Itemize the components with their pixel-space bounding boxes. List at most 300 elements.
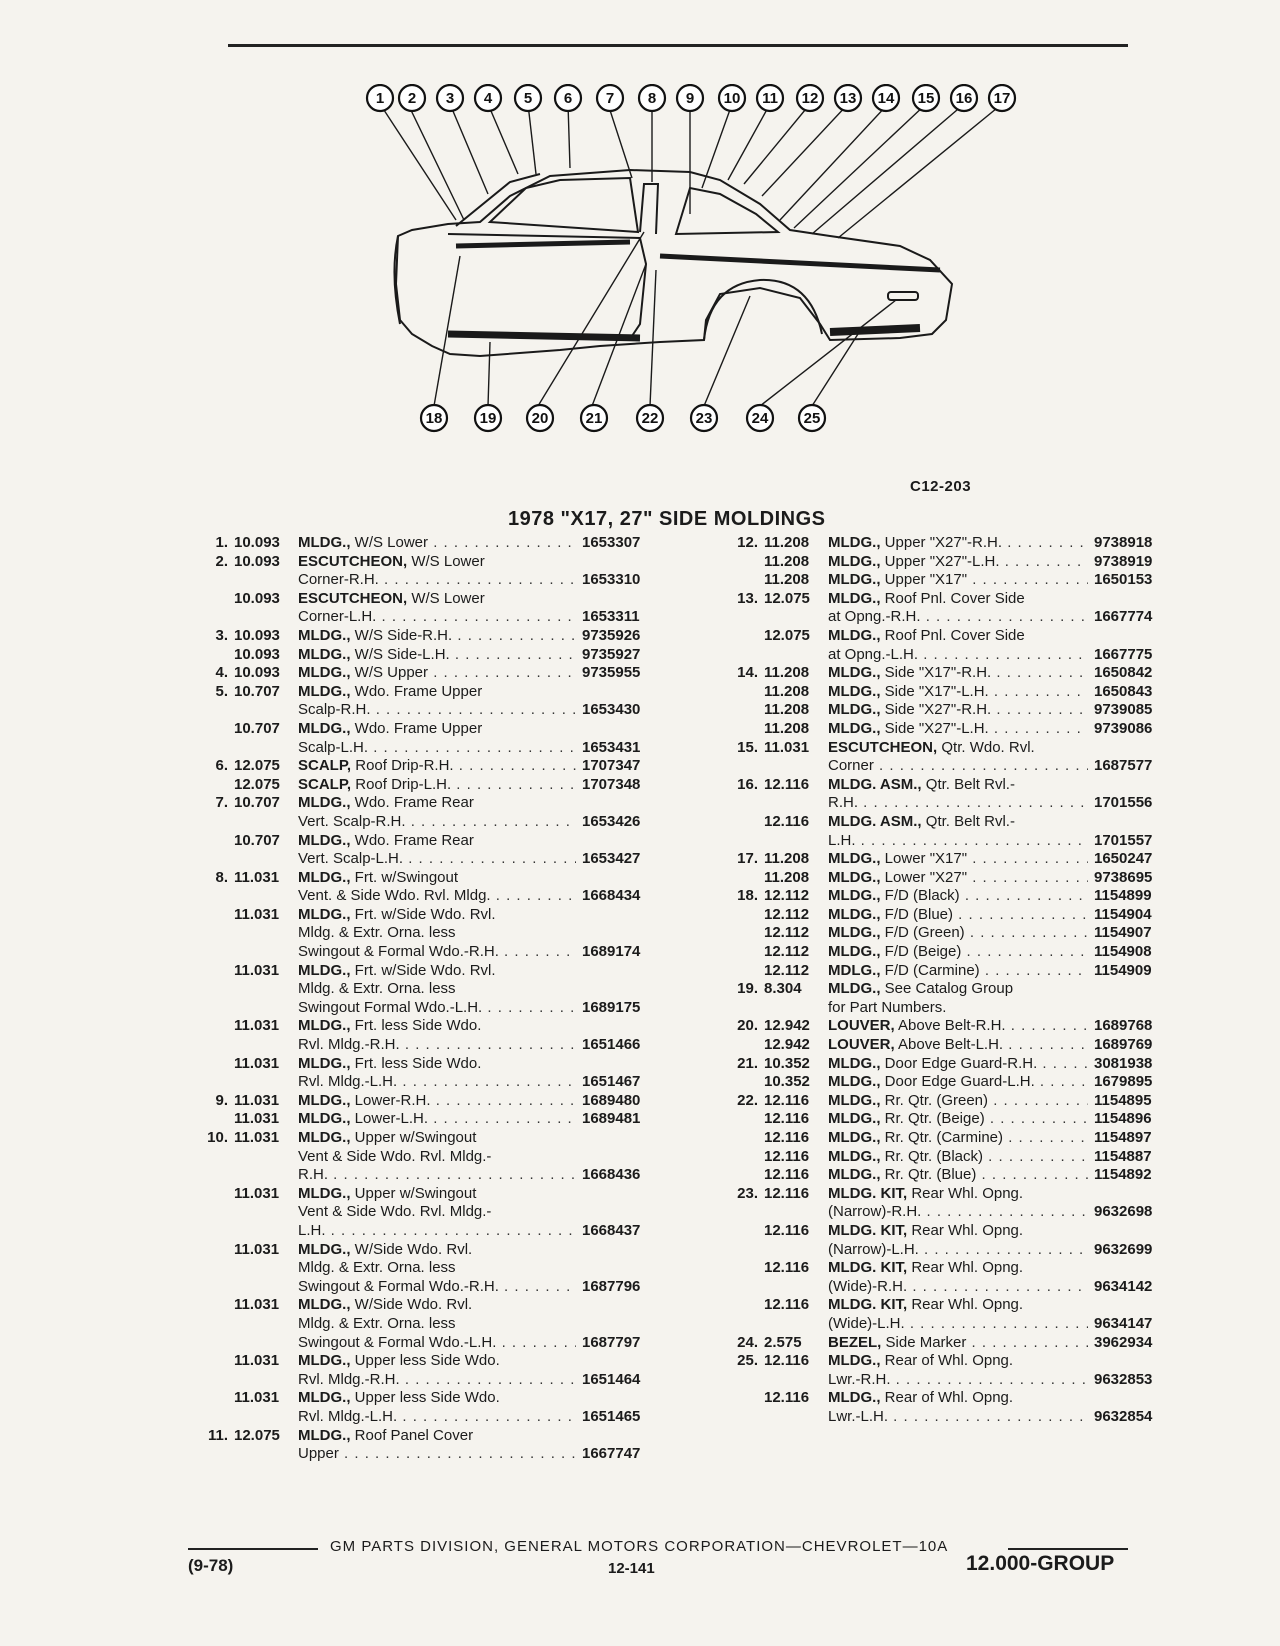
entry-index (720, 553, 758, 572)
entry-index (720, 813, 758, 850)
parts-entry (190, 627, 660, 646)
parts-entry (190, 1352, 660, 1389)
footer-group: 12.000-GROUP (966, 1552, 1115, 1575)
part-number: 1687797 (582, 1333, 641, 1351)
description-text: Lwr.-L.H. (828, 1407, 889, 1425)
parts-list-left (190, 534, 660, 1464)
part-number: 1154909 (1094, 961, 1152, 979)
entry-description (828, 887, 1088, 906)
description-text: W/S Lower (411, 589, 485, 607)
entry-description (298, 590, 576, 627)
parts-entry (720, 776, 1172, 813)
entry-group-number: 11.031 (234, 905, 280, 923)
entry-group-number: 10.093 (234, 589, 280, 607)
entry-keyword: MLDG. KIT, (828, 1259, 908, 1277)
parts-entry (720, 813, 1172, 850)
description-line (298, 813, 576, 832)
entry-group-number: 12.116 (764, 812, 810, 830)
entry-description (828, 980, 1088, 1017)
part-number: 1689768 (1094, 1017, 1153, 1035)
description-line (298, 1427, 576, 1446)
entry-group-number: 12.942 (764, 1017, 810, 1035)
entry-index: 3. (215, 626, 228, 644)
parts-entry (190, 1110, 660, 1129)
part-number: 1154899 (1094, 887, 1152, 905)
description-line (298, 608, 576, 627)
description-line (298, 924, 576, 943)
entry-description (298, 757, 576, 776)
entry-keyword: BEZEL, (828, 1333, 882, 1351)
description-line (828, 999, 1088, 1018)
part-number: 1667774 (1094, 608, 1153, 626)
entry-keyword: MLDG., (828, 1073, 881, 1091)
parts-entry (720, 980, 1172, 1017)
description-text: W/Side Wdo. Rvl. (354, 1296, 473, 1314)
parts-entry (720, 1166, 1172, 1185)
description-line (298, 943, 576, 962)
description-text: Mldg. & Extr. Orna. less (298, 1314, 456, 1332)
description-line (298, 627, 576, 646)
entry-group-number: 10.093 (234, 626, 280, 644)
description-text: Door Edge Guard-R.H. (884, 1054, 1038, 1072)
entry-index: 14. (737, 664, 758, 682)
entry-description (828, 1110, 1088, 1129)
description-line (828, 1110, 1088, 1129)
part-number: 1689769 (1094, 1036, 1153, 1054)
entry-description (828, 906, 1088, 925)
description-text: Wdo. Frame Upper (354, 719, 483, 737)
entry-description (828, 1036, 1088, 1055)
callout-21 (581, 405, 607, 431)
description-line (828, 534, 1088, 553)
entry-description (828, 1389, 1088, 1426)
entry-index: 22. (737, 1091, 758, 1109)
callout-7 (597, 85, 623, 111)
parts-entry (720, 534, 1172, 553)
entry-keyword: MLDG., (828, 534, 881, 551)
description-line (298, 571, 576, 590)
entry-description (298, 627, 576, 646)
description-text: (Wide)-L.H. (828, 1314, 905, 1332)
description-line (298, 1222, 576, 1241)
entry-description (298, 720, 576, 757)
entry-index: 10. (207, 1129, 228, 1146)
entry-group-number: 11.031 (234, 1352, 280, 1370)
part-number: 1154907 (1094, 924, 1152, 942)
description-text: Above Belt-R.H. (898, 1017, 1006, 1035)
description-line (298, 776, 576, 795)
entry-group-number: 11.208 (764, 534, 810, 551)
entry-keyword: MLDG., (298, 831, 351, 849)
part-number: 9739086 (1094, 719, 1153, 737)
description-line (298, 1166, 576, 1185)
entry-group-number: 12.112 (764, 924, 810, 942)
part-number: 9634142 (1094, 1277, 1153, 1295)
entry-keyword: MLDG., (828, 719, 881, 737)
description-line (828, 720, 1088, 739)
entry-group-number: 10.352 (764, 1073, 810, 1091)
entry-description (828, 664, 1088, 683)
part-number: 1653431 (582, 738, 641, 756)
callout-24 (747, 405, 773, 431)
entry-group-number: 10.093 (234, 552, 280, 570)
parts-entry (190, 962, 660, 1018)
description-line (298, 1055, 576, 1074)
description-text: Lower "X27" (884, 868, 968, 886)
part-number: 1653310 (582, 571, 641, 589)
door-outline (448, 234, 646, 336)
description-line (828, 1371, 1088, 1390)
part-number: 9632699 (1094, 1240, 1153, 1258)
parts-entry (190, 906, 660, 962)
description-text: R.H. (298, 1166, 328, 1184)
entry-description (828, 869, 1088, 888)
description-text: Roof Drip-L.H. (355, 775, 452, 793)
entry-description (828, 1352, 1088, 1389)
part-number: 1653427 (582, 850, 641, 868)
description-text: Upper "X17" (884, 571, 968, 589)
description-line (298, 1408, 576, 1427)
entry-group-number: 12.116 (764, 1296, 810, 1314)
footer-rule-left (188, 1548, 318, 1550)
parts-entry (720, 590, 1172, 627)
entry-description (828, 571, 1088, 590)
parts-entry (720, 850, 1172, 869)
entry-group-number: 12.116 (764, 1221, 810, 1239)
description-line (298, 1296, 576, 1315)
description-line (298, 794, 576, 813)
parts-entry (720, 962, 1172, 981)
description-text: Rvl. Mldg.-R.H. (298, 1036, 400, 1054)
car-side-diagram (360, 84, 1040, 444)
part-number: 1154895 (1094, 1091, 1152, 1109)
description-text: Upper w/Swingout (354, 1129, 477, 1146)
entry-index: 4. (215, 664, 228, 682)
callout-12 (797, 85, 823, 111)
entry-index: 1. (215, 534, 228, 551)
description-line (828, 1222, 1088, 1241)
entry-keyword: MLDG., (828, 1110, 881, 1128)
parts-entry (720, 553, 1172, 572)
description-line (828, 1408, 1088, 1427)
description-line (298, 1185, 576, 1204)
callout-9 (677, 85, 703, 111)
description-text: Frt. w/Swingout (354, 868, 459, 886)
description-line (298, 701, 576, 720)
entry-description (828, 1334, 1088, 1353)
part-number: 1667747 (582, 1445, 641, 1463)
description-text: Rvl. Mldg.-R.H. (298, 1370, 400, 1388)
entry-group-number: 12.112 (764, 943, 810, 961)
description-line (298, 1445, 576, 1464)
parts-entry (720, 1222, 1172, 1259)
part-number: 9738919 (1094, 552, 1153, 570)
entry-index (720, 924, 758, 943)
description-text: Qtr. Belt Rvl.- (925, 812, 1015, 830)
description-line (298, 1259, 576, 1278)
entry-group-number: 12.116 (764, 1091, 810, 1109)
entry-index: 21. (737, 1054, 758, 1072)
description-line (828, 1017, 1088, 1036)
entry-keyword: MLDG., (298, 626, 351, 644)
part-number: 1154892 (1094, 1166, 1152, 1184)
description-text: Vent. & Side Wdo. Rvl. Mldg. (298, 887, 491, 905)
description-text: L.H. (298, 1221, 326, 1239)
part-number: 1689481 (582, 1110, 641, 1128)
description-text: Rear of Whl. Opng. (884, 1352, 1014, 1370)
windshield-outline (456, 174, 540, 226)
part-number: 1154887 (1094, 1147, 1152, 1165)
entry-group-number: 10.707 (234, 794, 280, 812)
description-line (828, 1334, 1088, 1353)
part-number: 9738918 (1094, 534, 1153, 551)
description-text: F/D (Beige) (884, 943, 962, 961)
entry-keyword: MLDG., (298, 794, 351, 812)
parts-entry (190, 1296, 660, 1352)
entry-keyword: MLDG., (828, 1129, 881, 1146)
description-text: Swingout & Formal Wdo.-R.H. (298, 1277, 499, 1295)
entry-keyword: MLDG., (828, 701, 881, 719)
description-text: Frt. less Side Wdo. (354, 1017, 482, 1035)
entry-keyword: MLDG., (298, 1296, 351, 1314)
description-line (828, 646, 1088, 665)
entry-keyword: MLDG., (828, 868, 881, 886)
footer-date: (9-78) (188, 1556, 234, 1575)
part-number: 1651466 (582, 1036, 641, 1054)
svg-text:9: 9 (685, 90, 695, 107)
description-line (828, 701, 1088, 720)
entry-index (190, 1296, 228, 1352)
entry-group-number: 11.208 (764, 571, 810, 589)
description-line (828, 1092, 1088, 1111)
entry-group-number: 10.093 (234, 645, 280, 663)
part-number: 1689480 (582, 1091, 641, 1109)
entry-keyword: MLDG., (828, 664, 881, 682)
callouts-top (367, 85, 1015, 111)
entry-index (720, 571, 758, 590)
description-text: Frt. less Side Wdo. (354, 1054, 482, 1072)
parts-entry (190, 1389, 660, 1426)
description-text: F/D (Blue) (884, 905, 954, 923)
part-number: 1650842 (1094, 664, 1153, 682)
parts-entry (720, 1352, 1172, 1389)
entry-group-number: 2.575 (764, 1333, 802, 1351)
entry-group-number: 11.031 (234, 1184, 280, 1202)
description-line (298, 832, 576, 851)
description-text: W/S Lower (411, 552, 485, 570)
entry-keyword: LOUVER, (828, 1036, 895, 1054)
part-number: 1653307 (582, 534, 641, 551)
entry-keyword: MLDG., (298, 1129, 351, 1146)
entry-description (828, 1166, 1088, 1185)
description-text: Swingout & Formal Wdo.-L.H. (298, 1333, 497, 1351)
parts-entry (190, 720, 660, 757)
part-number: 1653311 (582, 608, 640, 626)
part-number: 9634147 (1094, 1314, 1153, 1332)
description-text: Corner-R.H. (298, 571, 379, 589)
description-text: Door Edge Guard-L.H. (884, 1073, 1035, 1091)
parts-entry (720, 739, 1172, 776)
entry-index: 20. (737, 1017, 758, 1035)
entry-group-number: 12.075 (234, 775, 280, 793)
entry-description (828, 683, 1088, 702)
callout-6 (555, 85, 581, 111)
entry-group-number: 10.707 (234, 682, 280, 700)
part-number: 9632698 (1094, 1203, 1153, 1221)
callout-4 (475, 85, 501, 111)
parts-entry (190, 1241, 660, 1297)
entry-index (720, 1296, 758, 1333)
description-line (298, 1371, 576, 1390)
entry-description (828, 962, 1088, 981)
svg-text:11: 11 (762, 90, 778, 107)
part-number: 3081938 (1094, 1054, 1153, 1072)
entry-index (720, 1110, 758, 1129)
entry-keyword: SCALP, (298, 775, 352, 793)
description-text: Wdo. Frame Rear (354, 831, 474, 849)
part-number: 1154897 (1094, 1129, 1152, 1146)
entry-index (190, 720, 228, 757)
description-line (298, 1036, 576, 1055)
description-text: Wdo. Frame Upper (354, 682, 483, 700)
entry-group-number: 11.208 (764, 850, 810, 868)
svg-text:2: 2 (407, 90, 417, 107)
entry-index: 12. (737, 534, 758, 551)
entry-description (298, 1389, 576, 1426)
entry-index (190, 1110, 228, 1129)
entry-keyword: MLDG., (298, 682, 351, 700)
description-text: Roof Drip-R.H. (355, 757, 454, 775)
description-text: Rvl. Mldg.-L.H. (298, 1073, 398, 1091)
entry-index: 13. (737, 589, 758, 607)
entry-group-number: 10.093 (234, 664, 280, 682)
entry-group-number: 12.075 (234, 1426, 280, 1444)
description-text: Vert. Scalp-L.H. (298, 850, 404, 868)
part-number: 1653426 (582, 812, 641, 830)
entry-group-number: 12.116 (764, 1166, 810, 1184)
description-text: Rear Whl. Opng. (911, 1221, 1024, 1239)
description-text: at Opng.-R.H. (828, 608, 921, 626)
entry-index: 23. (737, 1184, 758, 1202)
callout-14 (873, 85, 899, 111)
description-text: Mldg. & Extr. Orna. less (298, 1259, 456, 1277)
part-number: 9632854 (1094, 1407, 1153, 1425)
svg-text:24: 24 (751, 410, 769, 427)
entry-description (298, 869, 576, 906)
entry-description (828, 1055, 1088, 1074)
description-line (828, 1315, 1088, 1334)
entry-description (828, 553, 1088, 572)
entry-description (298, 664, 576, 683)
description-text: Frt. w/Side Wdo. Rvl. (354, 961, 496, 979)
parts-entry (720, 924, 1172, 943)
entry-keyword: MLDG., (828, 589, 881, 607)
description-line (298, 999, 576, 1018)
entry-index: 17. (737, 850, 758, 868)
description-line (828, 869, 1088, 888)
callout-15 (913, 85, 939, 111)
entry-keyword: MLDG., (298, 1426, 351, 1444)
description-line (298, 1278, 576, 1297)
description-text: Side "X17"-L.H. (884, 682, 989, 700)
entry-group-number: 12.116 (764, 1352, 810, 1370)
entry-keyword: ESCUTCHEON, (828, 738, 938, 756)
callout-10 (719, 85, 745, 111)
description-text: Vent & Side Wdo. Rvl. Mldg.- (298, 1203, 492, 1221)
parts-entry (720, 1092, 1172, 1111)
entry-group-number: 10.352 (764, 1054, 810, 1072)
description-line (828, 887, 1088, 906)
entry-description (298, 1352, 576, 1389)
description-text: at Opng.-L.H. (828, 645, 919, 663)
entry-group-number: 11.208 (764, 719, 810, 737)
entry-description (828, 1073, 1088, 1092)
part-number: 1701556 (1094, 794, 1153, 812)
entry-index (190, 1055, 228, 1092)
description-line (298, 906, 576, 925)
description-text: Rr. Qtr. (Beige) (884, 1110, 985, 1128)
entry-index (720, 869, 758, 888)
parts-entry (720, 1148, 1172, 1167)
description-text: Rear Whl. Opng. (911, 1296, 1024, 1314)
description-line (828, 553, 1088, 572)
entry-description (298, 553, 576, 590)
description-line (298, 683, 576, 702)
description-line (828, 924, 1088, 943)
parts-entry (720, 627, 1172, 664)
entry-index (720, 701, 758, 720)
entry-group-number: 10.707 (234, 719, 280, 737)
description-text: Side "X27"-L.H. (884, 719, 989, 737)
description-text: Vert. Scalp-R.H. (298, 812, 406, 830)
entry-keyword: MLDG., (828, 1091, 881, 1109)
part-number: 1650843 (1094, 682, 1153, 700)
entry-index (720, 1036, 758, 1055)
entry-description (298, 1017, 576, 1054)
description-text: Scalp-R.H. (298, 701, 371, 719)
parts-entry (720, 869, 1172, 888)
svg-text:18: 18 (425, 410, 443, 427)
entry-keyword: MLDG., (828, 1352, 881, 1370)
entry-group-number: 12.112 (764, 905, 810, 923)
entry-keyword: MLDG., (298, 1389, 351, 1407)
entry-description (828, 1185, 1088, 1222)
part-number: 1679895 (1094, 1073, 1153, 1091)
description-text: W/S Upper (354, 664, 429, 682)
parts-entry (720, 1129, 1172, 1148)
description-line (828, 794, 1088, 813)
callout-13 (835, 85, 861, 111)
entry-group-number: 11.031 (234, 1054, 280, 1072)
parts-entry (720, 1036, 1172, 1055)
description-line (828, 776, 1088, 795)
description-line (298, 1073, 576, 1092)
description-text: Corner-L.H. (298, 608, 377, 626)
description-line (828, 1352, 1088, 1371)
entry-description (298, 962, 576, 1018)
description-line (298, 1148, 576, 1167)
entry-description (298, 794, 576, 831)
entry-index (720, 1166, 758, 1185)
entry-description (828, 924, 1088, 943)
description-text: Above Belt-L.H. (898, 1036, 1004, 1054)
description-text: Rr. Qtr. (Carmine) (884, 1129, 1004, 1146)
entry-group-number: 12.116 (764, 1110, 810, 1128)
entry-keyword: MLDG., (828, 682, 881, 700)
description-line (298, 553, 576, 572)
callout-2 (399, 85, 425, 111)
part-number: 1154896 (1094, 1110, 1152, 1128)
